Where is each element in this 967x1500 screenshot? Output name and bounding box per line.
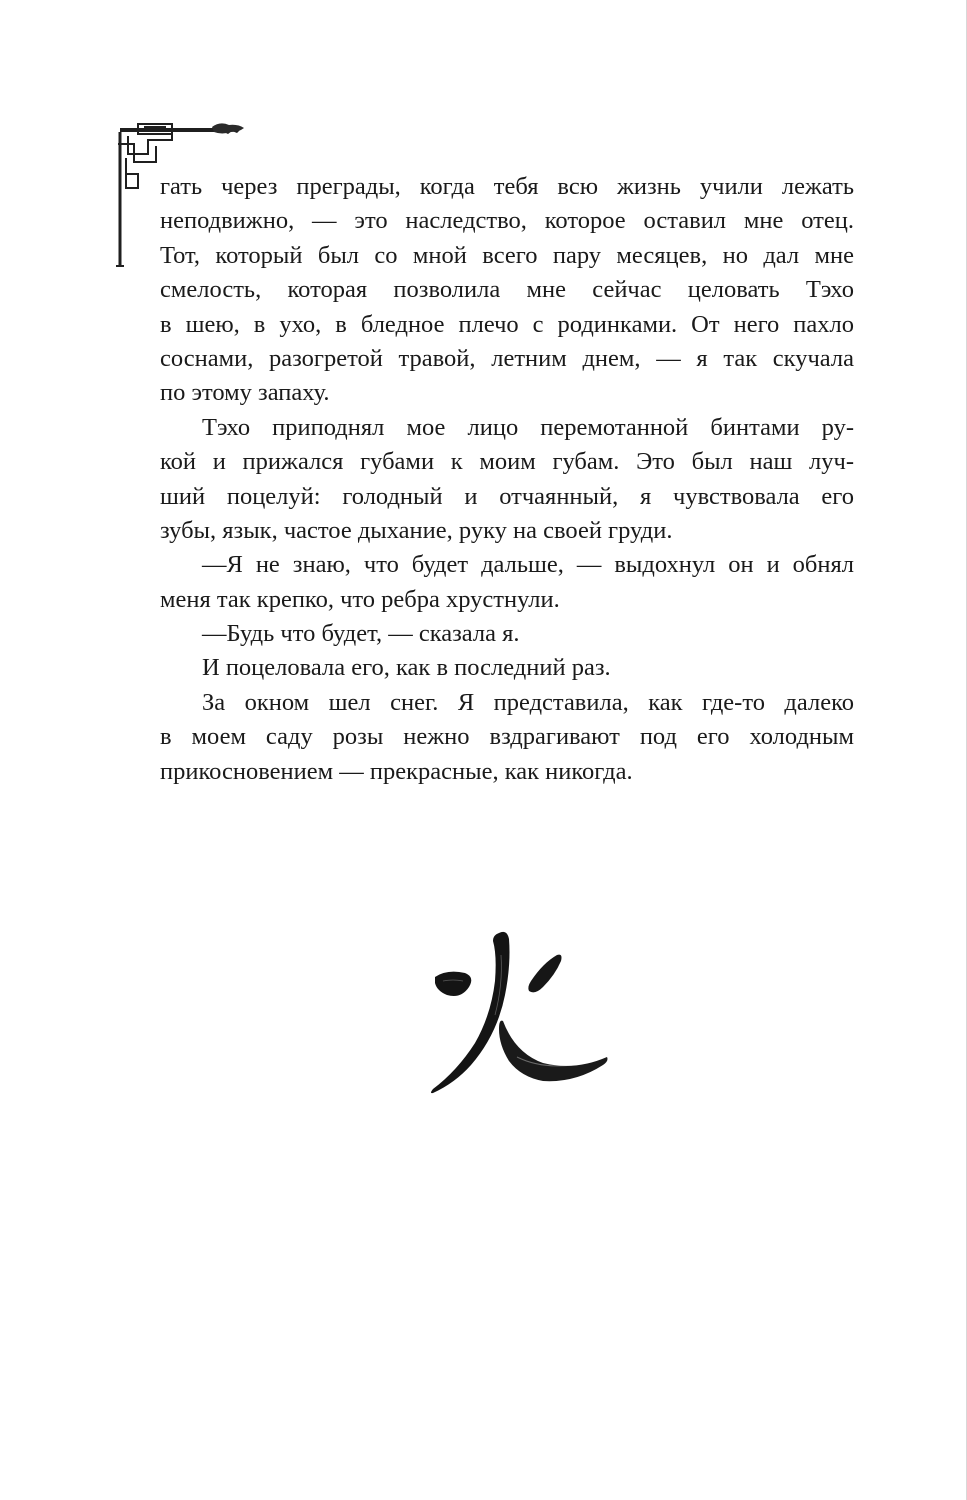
text-line: зубы, язык, частое дыхание, руку на своей груди.: [160, 516, 673, 544]
text-line: гать через преграды, когда тебя всю жизнь учили лежать: [160, 173, 854, 200]
text-line: И поцеловала его, как в последний раз.: [202, 654, 611, 682]
text-line: смелость, которая позволила мне сейчас целовать Тэхо: [160, 276, 854, 304]
text-line: ший поцелуй: голодный и отчаянный, я чувствовала его: [160, 482, 854, 510]
text-line: кой и прижался губами к моим губам. Это был наш луч-: [160, 448, 854, 476]
text-line: меня так крепко, что ребра хрустнули.: [160, 585, 560, 613]
text-line: Тэхо приподнял мое лицо перемотанной бинтами ру-: [202, 413, 854, 441]
text-line: неподвижно, — это наследство, которое оставил мне отец.: [160, 207, 854, 235]
body-text: [160, 170, 854, 789]
fire-kanji-icon: [425, 925, 610, 1100]
text-line: в шею, в ухо, в бледное плечо с родинками. От него пахло: [160, 310, 854, 338]
text-line: прикосновением — прекрасные, как никогда.: [160, 757, 633, 785]
text-line: по этому запаху.: [160, 379, 330, 407]
text-line: соснами, разогретой травой, летним днем, — я так скучала: [160, 344, 854, 372]
text-line: —Я не знаю, что будет дальше, — выдохнул он и обнял: [202, 551, 854, 579]
text-line: За окном шел снег. Я представила, как где-то далеко: [202, 688, 854, 716]
text-line: Тот, который был со мной всего пару месяцев, но дал мне: [160, 241, 854, 269]
text-line: в моем саду розы нежно вздрагивают под его холодным: [160, 723, 854, 751]
text-line: —Будь что будет, — сказала я.: [202, 620, 520, 648]
